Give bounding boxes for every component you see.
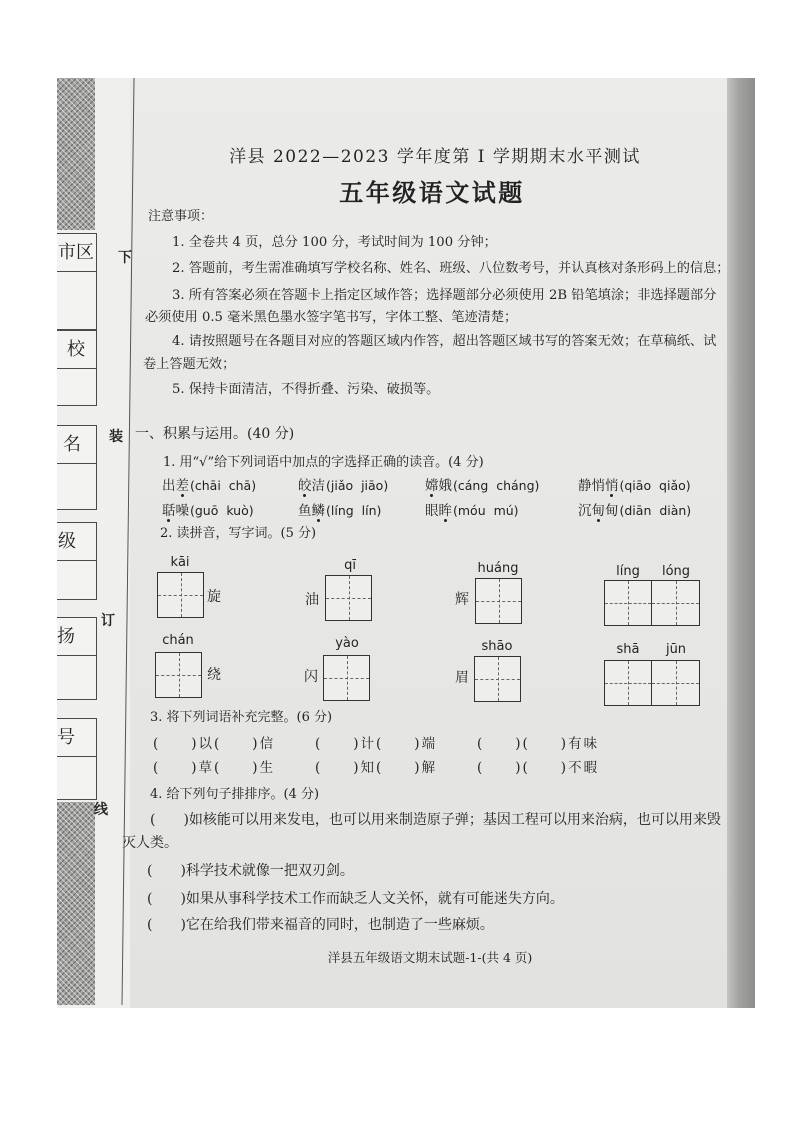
answer-box [323, 655, 370, 701]
given-character: 辉 [455, 592, 469, 608]
pronunciation-item: 静悄悄(qiāo qiǎo) [578, 478, 691, 494]
given-character: 油 [305, 592, 319, 608]
answer-box [651, 580, 700, 626]
binding-mark: 装 [109, 429, 123, 445]
question-1-prompt: 1. 用“√”给下列词语中加点的字选择正确的读音。(4 分) [163, 455, 484, 470]
idiom-blank: ( )计( )端 [315, 736, 438, 752]
given-character: 眉 [455, 670, 469, 686]
binding-mark: 订 [101, 613, 115, 629]
page-footer: 洋县五年级语文期末试题-1-(共 4 页) [327, 950, 533, 965]
pronunciation-item: 鱼鳞(líng lín) [298, 503, 382, 519]
notice-line: 2. 答题前，考生需准确填写学校名称、姓名、班级、八位数考号，并认真核对条形码上的信息； [172, 261, 730, 276]
sentence-line: ( )如果从事科学技术工作而缺乏人文关怀，就有可能迷失方向。 [147, 891, 564, 907]
answer-box [604, 660, 652, 706]
pinyin-label: shāo [481, 639, 513, 654]
field-school [57, 330, 97, 406]
pinyin-label: lóng [661, 564, 691, 579]
section-heading: 一、积累与运用。(40 分) [135, 426, 295, 442]
sentence-line: 灭人类。 [122, 835, 178, 851]
pinyin-label: líng [616, 564, 640, 579]
sentence-line: ( )科学技术就像一把双刃剑。 [147, 863, 354, 879]
exam-title: 洋县 2022—2023 学年度第 I 学期期末水平测试 [229, 147, 641, 167]
field-label: 校 [57, 331, 96, 369]
field-label: 市区 [57, 234, 96, 272]
pinyin-label: shā [616, 642, 640, 657]
notice-line: 3. 所有答案必须在答题卡上指定区域作答；选择题部分必须使用 2B 铅笔填涂；非选择题部分 [172, 288, 717, 303]
field-label: 级 [57, 523, 96, 561]
given-character: 绕 [207, 667, 221, 683]
pinyin-label: kāi [170, 555, 190, 570]
pinyin-label: qī [344, 558, 356, 573]
answer-box [474, 656, 521, 702]
pinyin-label: chán [162, 633, 194, 648]
pronunciation-item: 眼眸(móu mú) [425, 503, 519, 519]
idiom-blank: ( )( )不暇 [477, 760, 600, 776]
pinyin-label: huáng [477, 561, 519, 576]
field-exam-number [57, 718, 97, 800]
idiom-blank: ( )草( )生 [153, 760, 276, 776]
answer-box [157, 572, 204, 618]
idiom-blank: ( )以( )信 [153, 736, 276, 752]
answer-box [325, 575, 372, 621]
answer-box [651, 660, 700, 706]
notice-line: 4. 请按照题号在各题目对应的答题区域内作答，超出答题区域书写的答案无效；在草稿纸、试 [172, 334, 717, 349]
field-exam-room [57, 617, 97, 700]
notice-line: 卷上答题无效； [143, 357, 236, 372]
pinyin-label: jūn [665, 642, 687, 657]
given-character: 旋 [207, 589, 221, 605]
field-class [57, 522, 97, 600]
question-2-prompt: 2. 读拼音，写字词。(5 分) [160, 526, 317, 541]
binding-mark: 线 [94, 802, 108, 818]
field-label: 扬 [57, 618, 96, 656]
notice-line: 1. 全卷共 4 页，总分 100 分，考试时间为 100 分钟； [172, 235, 497, 250]
field-label: 名 [57, 426, 96, 464]
answer-box [155, 652, 202, 698]
notice-line: 必须使用 0.5 毫米黑色墨水签字笔书写，字体工整、笔迹清楚； [145, 310, 518, 325]
pronunciation-item: 嫦娥(cáng cháng) [425, 478, 540, 494]
given-character: 闪 [304, 669, 318, 685]
idiom-blank: ( )知( )解 [315, 760, 438, 776]
field-name [57, 425, 97, 510]
pronunciation-item: 出差(chāi chā) [162, 478, 257, 494]
question-3-prompt: 3. 将下列词语补充完整。(6 分) [150, 710, 333, 725]
notice-line: 5. 保持卡面清洁，不得折叠、污染、破损等。 [172, 382, 440, 397]
question-4-prompt: 4. 给下列句子排排序。(4 分) [150, 787, 320, 802]
pronunciation-item: 皎洁(jiǎo jiāo) [298, 478, 389, 494]
answer-box [475, 578, 522, 624]
sentence-line: ( )它在给我们带来福音的同时，也制造了一些麻烦。 [147, 917, 494, 933]
field-label: 号 [57, 719, 96, 757]
pinyin-label: yào [335, 636, 359, 651]
pronunciation-item: 聒噪(guō kuò) [162, 503, 254, 519]
answer-box [604, 580, 652, 626]
pronunciation-item: 沉甸甸(diān diàn) [578, 503, 692, 519]
sentence-line: ( )如核能可以用来发电，也可以用来制造原子弹；基因工程可以用来治病，也可以用来毁 [150, 812, 721, 828]
binding-mark: 下 [118, 250, 132, 266]
exam-subtitle: 五年级语文试题 [339, 178, 525, 207]
idiom-blank: ( )( )有味 [477, 736, 600, 752]
field-district [57, 233, 97, 330]
notice-heading: 注意事项： [148, 209, 214, 224]
